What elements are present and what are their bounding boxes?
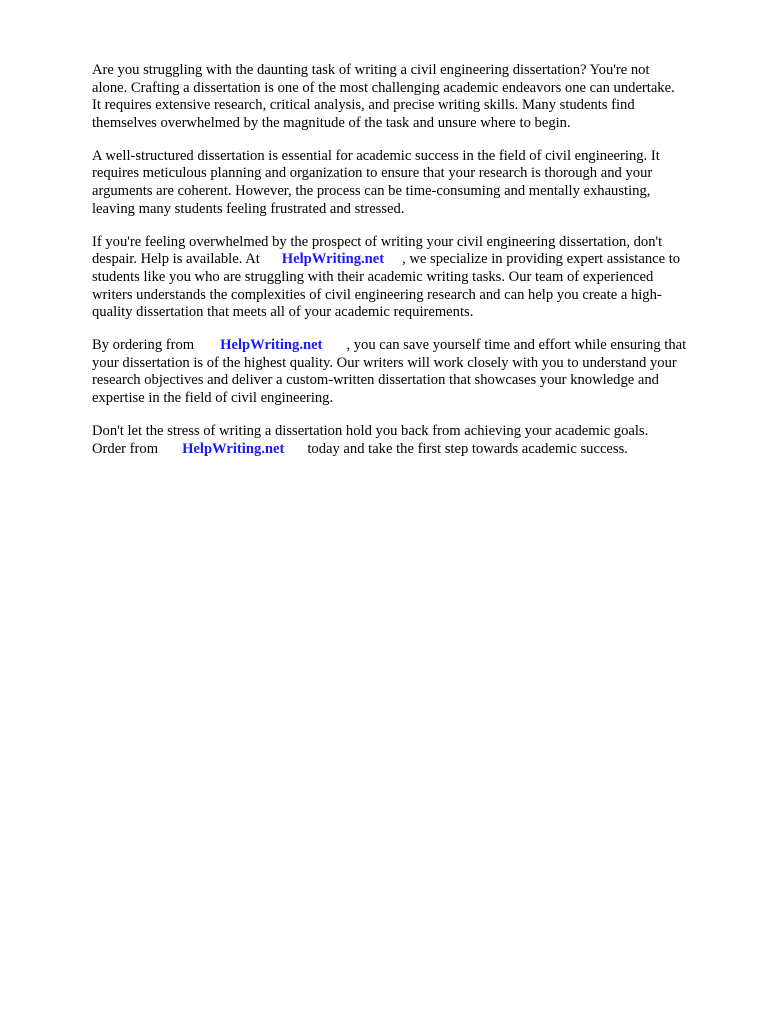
text-segment: , we specialize in providing expert assistance to [402, 251, 681, 268]
text-segment: Order from [92, 440, 159, 457]
paragraph-call-to-action [92, 423, 732, 458]
helpwriting-link[interactable]: HelpWriting.net [182, 440, 285, 457]
text-segment: despair. Help is available. At [92, 251, 260, 268]
paragraph-ordering [92, 337, 732, 407]
text-line: arguments are coherent. However, the process can be time-consuming and mentally exhausting, [92, 183, 651, 200]
text-line: writers understands the complexities of civil engineering research and can help you create a high- [92, 286, 662, 303]
text-line: It requires extensive research, critical analysis, and precise writing skills. Many students find [92, 97, 635, 114]
text-line: leaving many students feeling frustrated and stressed. [92, 200, 405, 217]
text-line: Don't let the stress of writing a dissertation hold you back from achieving your academic goals. [92, 423, 649, 440]
text-line: your dissertation is of the highest quality. Our writers will work closely with you to understand your [92, 354, 677, 371]
text-segment: , you can save yourself time and effort while ensuring that [346, 337, 687, 354]
text-line: research objectives and deliver a custom-written dissertation that showcases your knowledge and [92, 372, 659, 389]
text-line: themselves overwhelmed by the magnitude of the task and unsure where to begin. [92, 114, 571, 131]
text-segment: today and take the first step towards academic success. [307, 440, 628, 457]
helpwriting-link[interactable]: HelpWriting.net [281, 251, 385, 268]
text-line: alone. Crafting a dissertation is one of the most challenging academic endeavors one can undertake. [92, 79, 675, 96]
text-line [92, 337, 732, 355]
text-line [92, 251, 732, 269]
document-page [92, 62, 732, 474]
text-line: students like you who are struggling with their academic writing tasks. Our team of experienced [92, 268, 654, 285]
text-line [92, 441, 732, 459]
text-line: A well-structured dissertation is essential for academic success in the field of civil engineering. It [92, 147, 660, 164]
text-line: Are you struggling with the daunting task of writing a civil engineering dissertation? You're not [92, 62, 650, 78]
paragraph-help [92, 234, 732, 322]
paragraph-intro [92, 62, 732, 132]
paragraph-structure [92, 148, 732, 218]
text-line: If you're feeling overwhelmed by the prospect of writing your civil engineering dissertation, don't [92, 233, 663, 250]
text-segment: By ordering from [92, 337, 195, 354]
text-line: requires meticulous planning and organization to ensure that your research is thorough and your [92, 165, 653, 182]
text-line: expertise in the field of civil engineering. [92, 390, 334, 406]
text-line: quality dissertation that meets all of your academic requirements. [92, 304, 474, 321]
helpwriting-link[interactable]: HelpWriting.net [220, 337, 323, 354]
